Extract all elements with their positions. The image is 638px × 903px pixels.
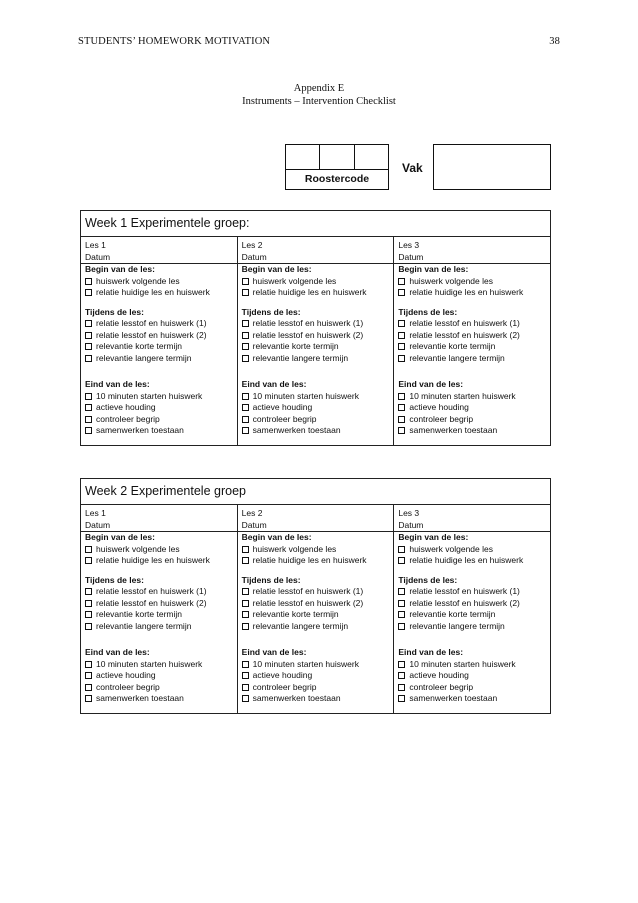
lesson-date-label: Datum — [394, 252, 550, 265]
lesson-label: Les 1 — [85, 240, 106, 250]
checkbox-icon[interactable] — [85, 393, 92, 400]
checkbox-icon[interactable] — [242, 661, 249, 668]
checklist-item — [242, 425, 391, 437]
section-heading-label: Begin van de les — [241, 532, 309, 542]
checkbox-icon[interactable] — [242, 546, 249, 553]
lesson-date-label: Datum — [394, 520, 550, 533]
checklist-item-label: samenwerken toestaan — [409, 693, 498, 703]
section-heading-label: Begin van de les — [85, 264, 153, 274]
checklist-item — [398, 586, 547, 598]
checklist-item — [85, 402, 234, 414]
checklist-item — [242, 609, 391, 621]
spacer — [85, 567, 234, 575]
checklist-item-label: actieve houding — [409, 670, 469, 680]
lesson-label: Les 2 — [241, 240, 263, 250]
checkbox-icon[interactable] — [85, 355, 92, 362]
checklist-item-label: relatie lesstof en huiswerk (1) — [409, 586, 520, 596]
section-heading — [398, 264, 547, 276]
checkbox-icon[interactable] — [85, 278, 92, 285]
checklist-item-label: relevantie korte termijn — [409, 609, 496, 619]
checklist-item-label: actieve houding — [252, 670, 313, 680]
section-heading — [398, 647, 547, 659]
checklist-item-label: controleer begrip — [409, 413, 474, 424]
roostercode-cells — [286, 145, 388, 170]
heading-colon: : — [465, 532, 469, 542]
checkbox-icon[interactable] — [85, 343, 92, 350]
checklist-item — [242, 682, 391, 694]
checkbox-icon[interactable] — [85, 289, 92, 296]
running-head — [78, 36, 560, 47]
checkbox-icon[interactable] — [85, 672, 92, 679]
lesson-columns — [81, 237, 550, 445]
heading-colon: : — [308, 264, 312, 274]
section-heading — [242, 379, 391, 391]
checklist-item-label: huiswerk volgende les — [96, 543, 180, 554]
section-heading — [242, 307, 391, 319]
running-head-title: STUDENTS’ HOMEWORK MOTIVATION — [78, 36, 271, 47]
checkbox-icon[interactable] — [242, 404, 249, 411]
checkbox-icon[interactable] — [242, 278, 249, 285]
heading-colon: : — [465, 264, 469, 274]
lesson-date-label: Datum — [238, 520, 394, 533]
checklist-item — [398, 544, 547, 556]
checklist-item — [242, 693, 391, 705]
checkbox-icon[interactable] — [242, 427, 249, 434]
checklist-item — [85, 391, 234, 403]
checkbox-icon[interactable] — [242, 393, 249, 400]
spacer — [242, 632, 391, 647]
section-heading — [85, 379, 234, 391]
section-heading — [85, 647, 234, 659]
checklist-item-label: 10 minuten starten huiswerk — [252, 658, 359, 669]
checkbox-icon[interactable] — [85, 623, 92, 630]
checkbox-icon[interactable] — [398, 684, 405, 691]
checklist-item-label: relevantie korte termijn — [252, 609, 339, 619]
checklist-item — [398, 341, 547, 353]
checklist-item — [242, 330, 391, 342]
checklist-item — [85, 659, 234, 671]
heading-colon: : — [146, 647, 150, 657]
checkbox-icon[interactable] — [398, 588, 405, 595]
checklist-item-label: relatie huidige les en huiswerk — [96, 287, 210, 297]
checklist-item — [398, 353, 547, 365]
checklist-item — [242, 544, 391, 556]
checklist-item-label: samenwerken toestaan — [409, 425, 498, 435]
checkbox-icon[interactable] — [85, 695, 92, 702]
checklist-item-label: relevantie langere termijn — [409, 352, 505, 363]
checkbox-icon[interactable] — [242, 320, 249, 327]
heading-colon: : — [460, 379, 464, 389]
heading-colon: : — [152, 532, 155, 542]
checkbox-icon[interactable] — [242, 332, 249, 339]
roostercode-cell — [320, 145, 354, 169]
checklist-item — [398, 276, 547, 288]
checklist-item-label: 10 minuten starten huiswerk — [409, 658, 516, 669]
spacer — [85, 364, 234, 379]
checklist-item-label: relatie lesstof en huiswerk (1) — [96, 318, 207, 328]
section-heading — [85, 575, 234, 587]
checklist-item-label: relatie lesstof en huiswerk (1) — [96, 586, 207, 596]
spacer — [242, 437, 391, 445]
checklist-item — [398, 391, 547, 403]
checklist-item-label: 10 minuten starten huiswerk — [252, 390, 359, 401]
spacer — [398, 705, 547, 713]
checkbox-icon[interactable] — [242, 684, 249, 691]
checklist-item — [398, 414, 547, 426]
section-heading-label: Begin van de les — [398, 264, 466, 274]
checklist-item — [242, 414, 391, 426]
spacer — [398, 567, 547, 575]
spacer — [398, 364, 547, 379]
section-heading-label: Eind van de les — [398, 379, 461, 389]
section-heading-label: Tijdens de les — [85, 306, 142, 317]
section-heading-label: Eind van de les — [85, 379, 147, 389]
section-heading-label: Begin van de les — [398, 532, 466, 542]
checkbox-icon[interactable] — [398, 546, 405, 553]
checklist-item — [85, 670, 234, 682]
checklist-item-label: relatie lesstof en huiswerk (2) — [409, 597, 520, 608]
checklist-item — [242, 586, 391, 598]
lesson-column — [394, 505, 550, 713]
section-heading — [242, 532, 391, 544]
checklist-item — [242, 341, 391, 353]
checklist-item — [242, 659, 391, 671]
page-number: 38 — [549, 36, 560, 47]
checkbox-icon[interactable] — [242, 355, 249, 362]
checklist-item-label: actieve houding — [252, 402, 313, 412]
heading-colon: : — [146, 379, 150, 389]
checklist-item — [242, 276, 391, 288]
checklist-item-label: huiswerk volgende les — [252, 275, 337, 286]
checklist-item-label: actieve houding — [96, 402, 156, 412]
roostercode-cell — [286, 145, 320, 169]
checklist-item-label: relatie lesstof en huiswerk (2) — [252, 597, 364, 608]
checklist-item — [85, 544, 234, 556]
checkbox-icon[interactable] — [242, 588, 249, 595]
checkbox-icon[interactable] — [85, 684, 92, 691]
checkbox-icon[interactable] — [398, 623, 405, 630]
checkbox-icon[interactable] — [398, 355, 405, 362]
section-heading — [242, 575, 391, 587]
checklist-item-label: relatie huidige les en huiswerk — [252, 287, 367, 297]
checkbox-icon[interactable] — [242, 343, 249, 350]
checkbox-icon[interactable] — [85, 557, 92, 564]
checklist-item — [85, 682, 234, 694]
section-heading-label: Begin van de les — [85, 532, 153, 542]
roostercode-field — [285, 144, 389, 190]
checklist-item-label: relatie lesstof en huiswerk (1) — [252, 586, 364, 596]
checklist-item — [398, 598, 547, 610]
checklist-item — [242, 555, 391, 567]
checkbox-icon[interactable] — [242, 600, 249, 607]
checklist-item — [85, 586, 234, 598]
section-heading-label: Eind van de les — [241, 647, 304, 657]
checklist-item — [242, 353, 391, 365]
vak-label: Vak — [402, 161, 423, 175]
section-heading — [85, 532, 234, 544]
heading-colon: : — [297, 306, 301, 317]
spacer — [398, 632, 547, 647]
checklist-item — [242, 391, 391, 403]
week-2-table — [80, 478, 551, 714]
section-heading — [398, 575, 547, 587]
checkbox-icon[interactable] — [85, 611, 92, 618]
checkbox-icon[interactable] — [398, 416, 405, 423]
checkbox-icon[interactable] — [85, 588, 92, 595]
checklist-item — [398, 670, 547, 682]
checklist-item — [398, 425, 547, 437]
lesson-date-label: Datum — [81, 252, 237, 265]
roostercode-caption: Roostercode — [304, 173, 370, 185]
spacer — [85, 705, 234, 713]
appendix-subtitle: Instruments – Intervention Checklist — [242, 96, 396, 107]
section-heading-label: Tijdens de les — [241, 306, 298, 317]
checklist-item-label: relevantie langere termijn — [409, 620, 505, 631]
lesson-date-label: Datum — [81, 520, 237, 533]
heading-colon: : — [303, 379, 307, 389]
checklist-item-label: relatie huidige les en huiswerk — [409, 287, 524, 297]
checklist-item — [398, 659, 547, 671]
checklist-item-label: relatie lesstof en huiswerk (2) — [409, 329, 520, 340]
checklist-item-label: relevantie korte termijn — [96, 341, 182, 351]
checklist-item-label: relevantie korte termijn — [96, 609, 182, 619]
checklist-item — [398, 555, 547, 567]
checklist-item-label: relevantie langere termijn — [96, 620, 192, 631]
spacer — [242, 364, 391, 379]
checklist-item — [398, 330, 547, 342]
checklist-item — [398, 287, 547, 299]
checklist-item-label: 10 minuten starten huiswerk — [96, 390, 203, 401]
checklist-item-label: actieve houding — [409, 402, 469, 412]
checklist-item — [85, 276, 234, 288]
checklist-item-label: relatie huidige les en huiswerk — [252, 555, 367, 565]
checkbox-icon[interactable] — [398, 404, 405, 411]
checklist-item — [398, 609, 547, 621]
section-heading-label: Eind van de les — [398, 647, 461, 657]
checklist-item — [242, 621, 391, 633]
section-heading — [398, 379, 547, 391]
section-heading — [398, 307, 547, 319]
section-heading — [85, 307, 234, 319]
spacer — [398, 437, 547, 445]
checklist-item — [85, 693, 234, 705]
checklist-item — [398, 682, 547, 694]
checkbox-icon[interactable] — [398, 611, 405, 618]
heading-colon: : — [303, 647, 307, 657]
checklist-item-label: controleer begrip — [96, 681, 160, 692]
checklist-item-label: relatie huidige les en huiswerk — [409, 555, 524, 565]
checkbox-icon[interactable] — [242, 416, 249, 423]
section-heading — [242, 264, 391, 276]
checklist-item-label: huiswerk volgende les — [409, 543, 493, 554]
checkbox-icon[interactable] — [398, 332, 405, 339]
checkbox-icon[interactable] — [398, 320, 405, 327]
section-heading — [398, 532, 547, 544]
lesson-date-label: Datum — [238, 252, 394, 265]
checklist-item-label: controleer begrip — [252, 413, 317, 424]
checklist-item-label: relevantie langere termijn — [96, 352, 192, 363]
checklist-item-label: relevantie langere termijn — [252, 352, 349, 363]
checklist-item — [85, 609, 234, 621]
heading-colon: : — [152, 264, 155, 274]
section-heading-label: Tijdens de les — [85, 574, 142, 585]
heading-colon: : — [454, 306, 458, 317]
checklist-item — [398, 693, 547, 705]
checkbox-icon[interactable] — [242, 623, 249, 630]
spacer — [85, 437, 234, 445]
checklist-item — [242, 670, 391, 682]
checkbox-icon[interactable] — [85, 404, 92, 411]
checkbox-icon[interactable] — [242, 695, 249, 702]
lesson-columns — [81, 505, 550, 713]
checklist-item — [242, 318, 391, 330]
spacer — [242, 299, 391, 307]
checkbox-icon[interactable] — [85, 661, 92, 668]
section-heading-label: Eind van de les — [241, 379, 304, 389]
checkbox-icon[interactable] — [242, 557, 249, 564]
spacer — [85, 632, 234, 647]
checklist-item — [242, 402, 391, 414]
checklist-item — [85, 330, 234, 342]
appendix-title — [0, 82, 638, 108]
checkbox-icon[interactable] — [398, 672, 405, 679]
checkbox-icon[interactable] — [398, 695, 405, 702]
section-heading-label: Tijdens de les — [398, 574, 455, 585]
heading-colon: : — [297, 574, 301, 585]
checklist-item — [85, 353, 234, 365]
checkbox-icon[interactable] — [398, 661, 405, 668]
checklist-item — [398, 318, 547, 330]
checklist-item — [85, 598, 234, 610]
checklist-item-label: controleer begrip — [252, 681, 317, 692]
lesson-column — [81, 505, 238, 713]
checklist-item-label: 10 minuten starten huiswerk — [409, 390, 516, 401]
heading-colon: : — [141, 574, 144, 585]
checklist-item-label: samenwerken toestaan — [96, 693, 184, 703]
checklist-item-label: relevantie korte termijn — [409, 341, 496, 351]
heading-colon: : — [308, 532, 312, 542]
checklist-item — [85, 287, 234, 299]
checkbox-icon[interactable] — [398, 289, 405, 296]
checklist-item-label: controleer begrip — [409, 681, 474, 692]
lesson-label: Les 2 — [241, 508, 263, 518]
lesson-label: Les 3 — [398, 508, 420, 518]
checkbox-icon[interactable] — [85, 546, 92, 553]
checklist-item-label: huiswerk volgende les — [409, 275, 493, 286]
checklist-item — [85, 425, 234, 437]
roostercode-cell — [355, 145, 388, 169]
checkbox-icon[interactable] — [85, 332, 92, 339]
checklist-item-label: samenwerken toestaan — [96, 425, 184, 435]
checklist-item — [242, 598, 391, 610]
checklist-item-label: controleer begrip — [96, 413, 160, 424]
heading-colon: : — [460, 647, 464, 657]
checklist-item — [85, 621, 234, 633]
checklist-item-label: 10 minuten starten huiswerk — [96, 658, 203, 669]
checkbox-icon[interactable] — [242, 289, 249, 296]
checklist-item — [398, 621, 547, 633]
checklist-item — [85, 555, 234, 567]
section-heading-label: Eind van de les — [85, 647, 147, 657]
checkbox-icon[interactable] — [85, 320, 92, 327]
vak-field — [433, 144, 551, 190]
week-1-table — [80, 210, 551, 446]
checklist-item-label: relatie lesstof en huiswerk (2) — [96, 329, 207, 340]
week-title: Week 1 Experimentele groep: — [81, 211, 550, 237]
section-heading — [85, 264, 234, 276]
checklist-item-label: relatie lesstof en huiswerk (2) — [96, 597, 207, 608]
checkbox-icon[interactable] — [398, 278, 405, 285]
checkbox-icon[interactable] — [398, 393, 405, 400]
checkbox-icon[interactable] — [398, 600, 405, 607]
checklist-item-label: samenwerken toestaan — [252, 425, 341, 435]
checklist-item-label: relatie lesstof en huiswerk (2) — [252, 329, 364, 340]
lesson-label: Les 3 — [398, 240, 420, 250]
checkbox-icon[interactable] — [85, 427, 92, 434]
checkbox-icon[interactable] — [398, 343, 405, 350]
checklist-item-label: samenwerken toestaan — [252, 693, 341, 703]
checklist-item-label: huiswerk volgende les — [252, 543, 337, 554]
checklist-item — [85, 341, 234, 353]
checklist-item — [242, 287, 391, 299]
checklist-item-label: relatie lesstof en huiswerk (1) — [252, 318, 364, 328]
checklist-item — [85, 318, 234, 330]
heading-colon: : — [454, 574, 458, 585]
section-heading — [242, 647, 391, 659]
checkbox-icon[interactable] — [242, 672, 249, 679]
lesson-label: Les 1 — [85, 508, 106, 518]
week-title: Week 2 Experimentele groep — [81, 479, 550, 505]
checkbox-icon[interactable] — [242, 611, 249, 618]
lesson-column — [394, 237, 550, 445]
section-heading-label: Begin van de les — [241, 264, 309, 274]
lesson-column — [238, 505, 395, 713]
checkbox-icon[interactable] — [398, 557, 405, 564]
checklist-item — [398, 402, 547, 414]
checklist-item-label: relatie lesstof en huiswerk (1) — [409, 318, 520, 328]
section-heading-label: Tijdens de les — [398, 306, 455, 317]
checkbox-icon[interactable] — [85, 600, 92, 607]
checklist-item-label: relatie huidige les en huiswerk — [96, 555, 210, 565]
roster-header — [285, 144, 551, 192]
section-heading-label: Tijdens de les — [241, 574, 298, 585]
heading-colon: : — [141, 306, 144, 317]
lesson-column — [81, 237, 238, 445]
checklist-item-label: huiswerk volgende les — [96, 275, 180, 286]
appendix-label: Appendix E — [293, 83, 345, 94]
checklist-item — [85, 414, 234, 426]
checkbox-icon[interactable] — [398, 427, 405, 434]
checklist-item-label: actieve houding — [96, 670, 156, 680]
spacer — [398, 299, 547, 307]
checkbox-icon[interactable] — [85, 416, 92, 423]
checklist-item-label: relevantie korte termijn — [252, 341, 339, 351]
spacer — [242, 567, 391, 575]
spacer — [85, 299, 234, 307]
spacer — [242, 705, 391, 713]
checklist-item-label: relevantie langere termijn — [252, 620, 349, 631]
lesson-column — [238, 237, 395, 445]
